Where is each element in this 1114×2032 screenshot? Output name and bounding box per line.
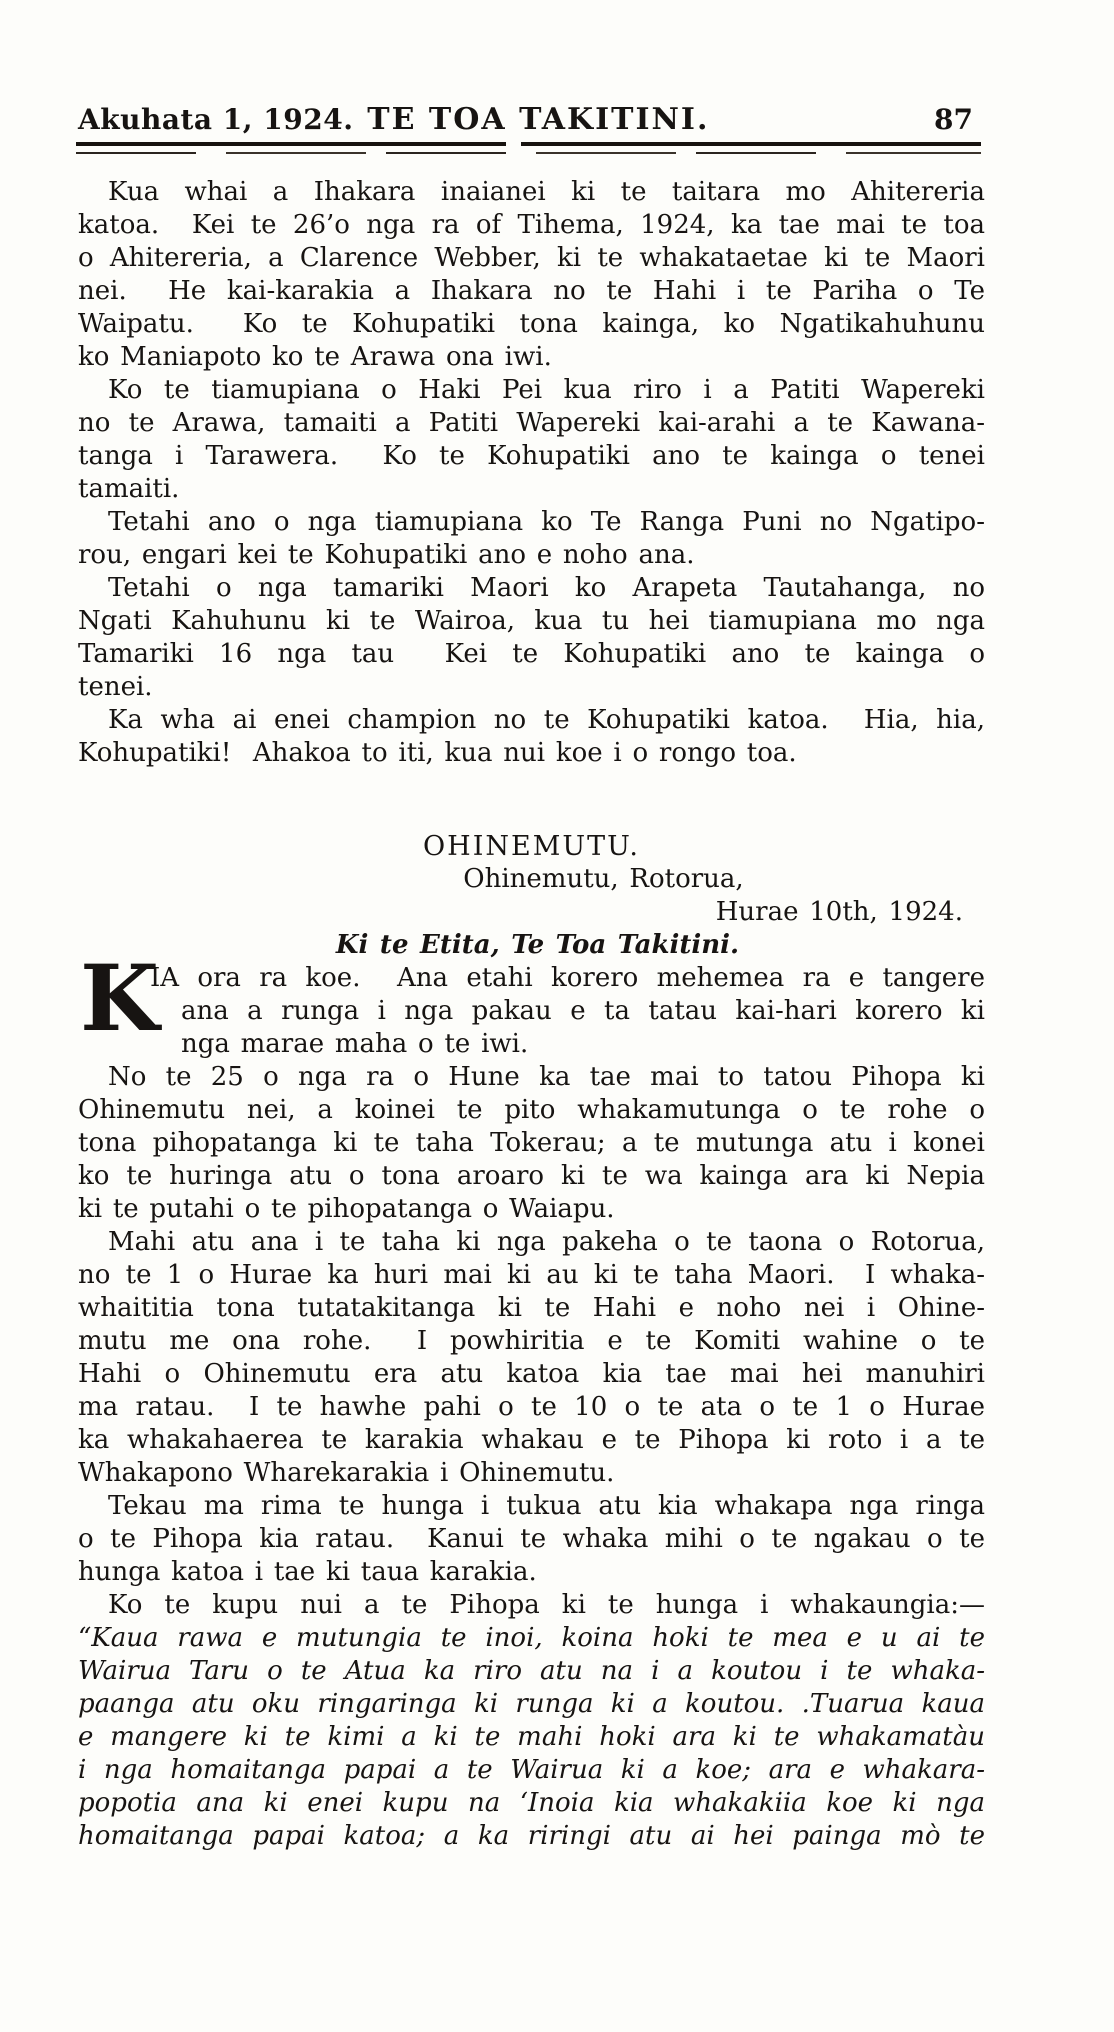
dateline-date: Hurae 10th, 1924. — [715, 897, 963, 927]
text-line: no te Arawa, tamaiti a Patiti Wapereki kai-arahi a te Kawana- — [78, 408, 985, 438]
text-line: ana a runga i nga pakau e ta tatau kai-hari korero ki — [181, 996, 985, 1026]
text-line: no te 1 o Hurae ka huri mai ki au ki te taha Maori. I whaka- — [78, 1260, 985, 1290]
header-rule-thin — [76, 152, 981, 154]
header-rule-thick — [76, 142, 981, 146]
text-line: tanga i Tarawera. Ko te Kohupatiki ano te kainga o tenei — [78, 441, 985, 471]
text-line: Wairua Taru o te Atua ka riro atu na i a koutou i te whaka- — [78, 1656, 985, 1686]
text-line: Kua whai a Ihakara inaianei ki te taitara mo Ahitereria — [108, 177, 985, 207]
text-line: Tamariki 16 nga tau Kei te Kohupatiki ano te kainga o — [78, 639, 985, 669]
text-line: i nga homaitanga papai a te Wairua ki a koe; ara e whakara- — [78, 1755, 985, 1785]
text-line: Kohupatiki! Ahakoa to iti, kua nui koe i o rongo toa. — [78, 738, 797, 768]
text-line: No te 25 o nga ra o Hune ka tae mai to tatou Pihopa ki — [108, 1062, 985, 1092]
article-kohupatiki-paragraphs — [78, 176, 985, 770]
text-line: Ngati Kahuhunu ki te Wairoa, kua tu hei tiamupiana mo nga — [78, 606, 985, 636]
text-line: ma ratau. I te hawhe pahi o te 10 o te ata o te 1 o Hurae — [78, 1392, 985, 1422]
article-text-block — [78, 176, 985, 1853]
text-line: homaitanga papai katoa; a ka riringi atu ai hei painga mò te — [78, 1821, 985, 1851]
text-line: whaititia tona tutatakitanga ki te Hahi e noho nei i Ohine- — [78, 1293, 985, 1323]
letter-body-paragraphs — [78, 1061, 985, 1622]
header-page-number: 87 — [934, 103, 973, 136]
text-line: Tetahi ano o nga tiamupiana ko Te Ranga Puni no Ngatipo- — [108, 507, 985, 537]
text-line: ki te putahi o te pihopatanga o Waiapu. — [78, 1194, 615, 1224]
dropcap-paragraph — [78, 946, 985, 1061]
text-line: e mangere ki te kimi a ki te mahi hoki ara ki te whakamatàu — [78, 1722, 985, 1752]
text-line: Ko te tiamupiana o Haki Pei kua riro i a Patiti Wapereki — [108, 375, 985, 405]
text-line: Tekau ma rima te hunga i tukua atu kia whakapa nga ringa — [108, 1491, 985, 1521]
text-line: nga marae maha o te iwi. — [181, 1029, 529, 1059]
text-line: Ka wha ai enei champion no te Kohupatiki katoa. Hia, hia, — [108, 705, 985, 735]
section-heading: OHINEMUTU. — [423, 831, 640, 862]
text-line: hunga katoa i tae ki taua karakia. — [78, 1557, 537, 1587]
text-line: Tetahi o nga tamariki Maori ko Arapeta Tautahanga, no — [108, 573, 985, 603]
letter-salutation: Ki te Etita, Te Toa Takitini. — [335, 930, 740, 960]
text-line: ka whakahaerea te karakia whakau e te Pihopa ki roto i a te — [78, 1425, 985, 1455]
text-line: Mahi atu ana i te taha ki nga pakeha o te taona o Rotorua, — [108, 1227, 985, 1257]
dateline-place: Ohinemutu, Rotorua, — [463, 864, 744, 894]
text-line: Whakapono Wharekarakia i Ohinemutu. — [78, 1458, 615, 1488]
text-line: ko te huringa atu o tona aroaro ki te wa kainga ara ki Nepia — [78, 1161, 985, 1191]
text-line: tamaiti. — [78, 474, 180, 504]
text-line: Waipatu. Ko te Kohupatiki tona kainga, ko Ngatikahuhunu — [78, 309, 985, 339]
text-line: popotia ana ki enei kupu na ‘Inoia kia whakakiia koe ki nga — [78, 1788, 985, 1818]
text-line: nei. He kai-karakia a Ihakara no te Hahi i te Pariha o Te — [78, 276, 985, 306]
text-line: “Kaua rawa e mutungia te inoi, koina hoki te mea e u ai te — [78, 1623, 985, 1653]
header-publication-title: TE TOA TAKITINI. — [367, 102, 710, 137]
text-line: o Ahitereria, a Clarence Webber, ki te whakataetae ki te Maori — [78, 243, 985, 273]
text-line: ko Maniapoto ko te Arawa ona iwi. — [78, 342, 552, 372]
text-line: Ohinemutu nei, a koinei te pito whakamutunga o te rohe o — [78, 1095, 985, 1125]
text-line: o te Pihopa kia ratau. Kanui te whaka mihi o te ngakau o te — [78, 1524, 985, 1554]
text-line: Hahi o Ohinemutu era atu katoa kia tae mai hei manuhiri — [78, 1359, 985, 1389]
text-line: tenei. — [78, 672, 153, 702]
text-line: katoa. Kei te 26’o nga ra of Tihema, 1924, ka tae mai te toa — [78, 210, 985, 240]
header-issue-date: Akuhata 1, 1924. — [78, 103, 354, 136]
bishop-quote-paragraph — [78, 1622, 985, 1853]
text-line: rou, engari kei te Kohupatiki ano e noho ana. — [78, 540, 695, 570]
text-line: IA ora ra koe. Ana etahi korero mehemea ra e tangere — [150, 963, 985, 993]
text-line: Ko te kupu nui a te Pihopa ki te hunga i whakaungia:— — [108, 1590, 985, 1620]
text-line: mutu me ona rohe. I powhiritia e te Komiti wahine o te — [78, 1326, 985, 1356]
page-header — [78, 103, 985, 139]
text-line: paanga atu oku ringaringa ki runga ki a koutou. .Tuarua kaua — [78, 1689, 985, 1719]
dropcap-letter-k: K — [80, 946, 160, 1052]
text-line: tona pihopatanga ki te taha Tokerau; a te mutunga atu i konei — [78, 1128, 985, 1158]
